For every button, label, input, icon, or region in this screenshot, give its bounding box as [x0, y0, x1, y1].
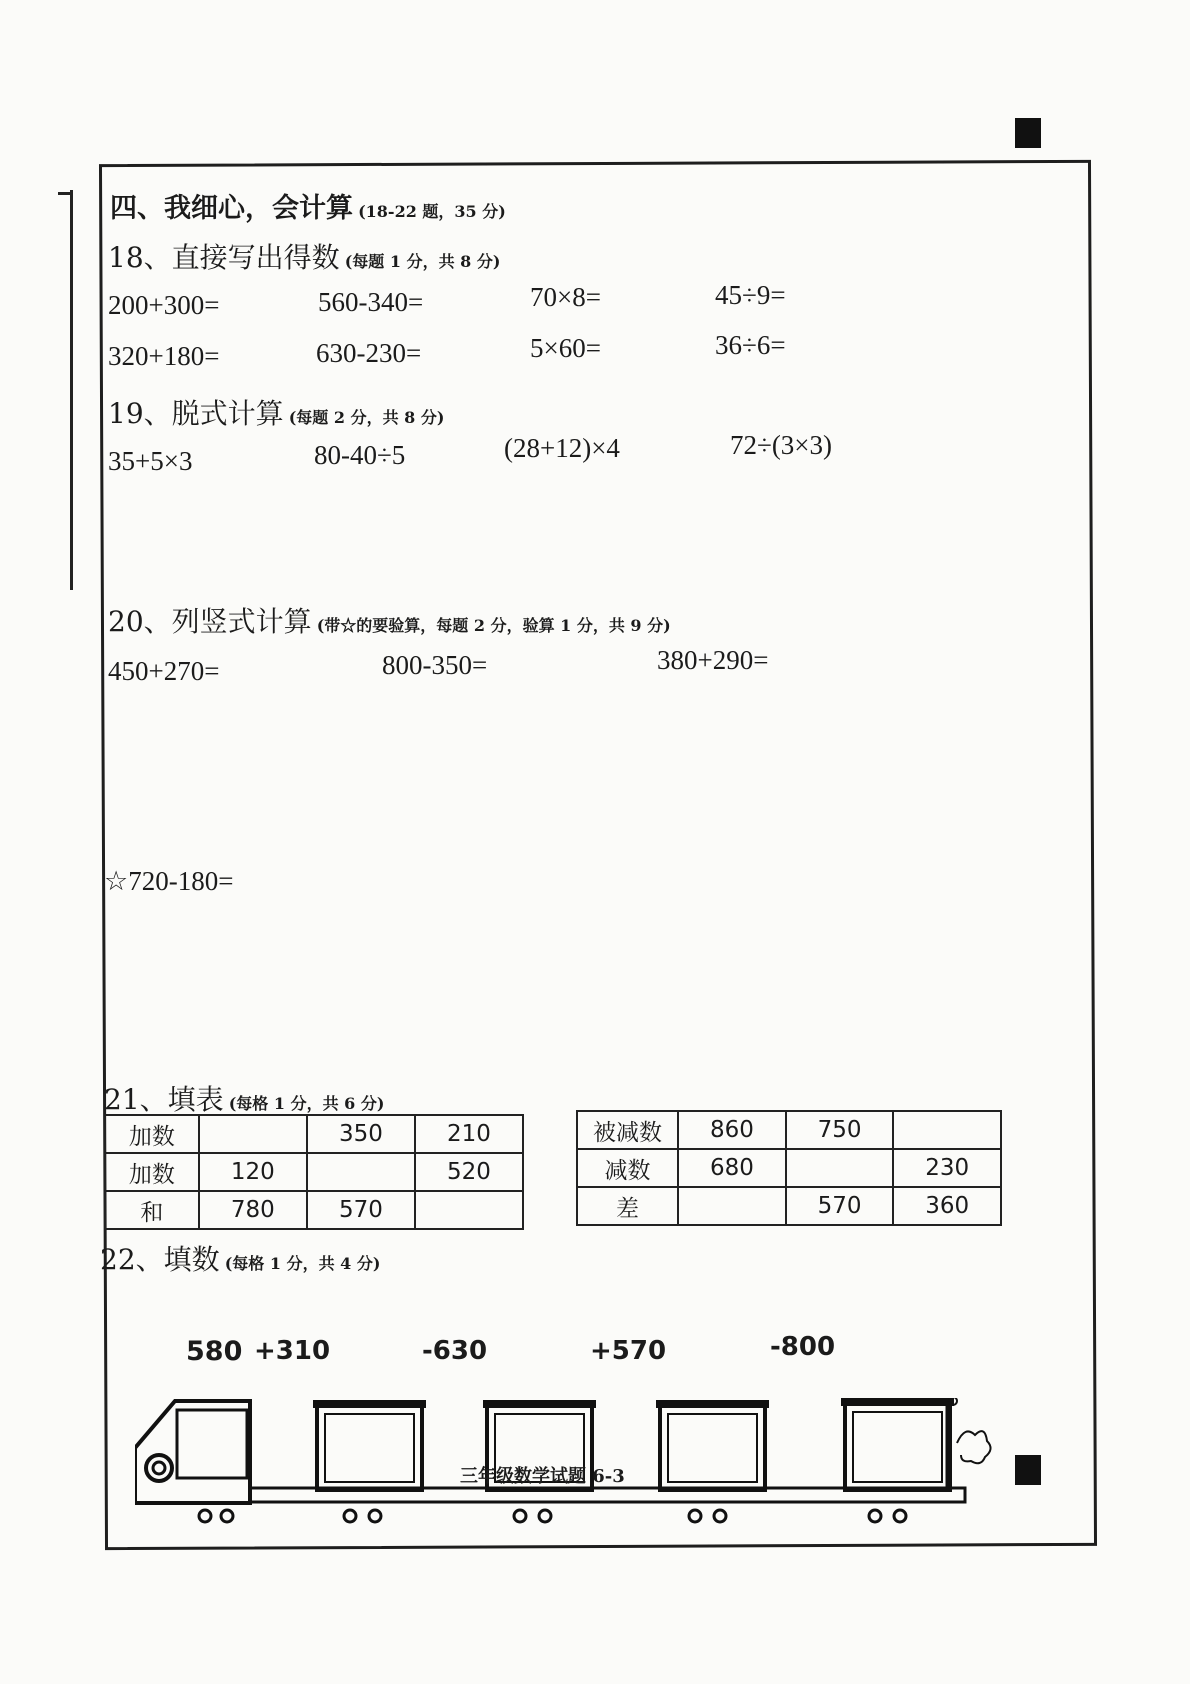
q20-item: ☆720-180= [104, 866, 234, 896]
q20-title: 20、列竖式计算 [108, 605, 312, 638]
subtraction-table [576, 1110, 1002, 1226]
q21-note: (每格 1 分，共 6 分) [228, 1094, 385, 1113]
row-header: 差 [577, 1187, 678, 1225]
table-cell[interactable]: 210 [415, 1115, 523, 1153]
table-row [577, 1149, 1001, 1187]
q18-item: 560-340= [318, 287, 424, 317]
table-cell[interactable]: 750 [786, 1111, 894, 1149]
q18-title: 18、直接写出得数 [108, 241, 340, 274]
table-cell[interactable]: 120 [199, 1153, 307, 1191]
table-cell[interactable]: 230 [893, 1149, 1001, 1187]
table-cell[interactable]: 570 [307, 1191, 415, 1229]
section-header [110, 186, 506, 225]
q18-item: 45÷9= [715, 280, 786, 310]
page-footer: 三年级数学试题 6-3 [460, 1466, 625, 1487]
margin-line [70, 190, 73, 590]
margin-line-cap [58, 192, 72, 195]
q19-item: (28+12)×4 [504, 433, 620, 463]
q18-heading [108, 236, 500, 276]
train-op: +570 [590, 1336, 667, 1366]
q19-item: 80-40÷5 [314, 440, 406, 470]
q19-title: 19、脱式计算 [108, 397, 284, 430]
table-cell[interactable] [786, 1149, 894, 1187]
table-cell[interactable] [307, 1153, 415, 1191]
table-cell[interactable]: 520 [415, 1153, 523, 1191]
table-cell[interactable]: 350 [307, 1115, 415, 1153]
q20-item: 450+270= [108, 656, 220, 686]
q20-item: 800-350= [382, 650, 488, 680]
q18-note: (每题 1 分，共 8 分) [344, 252, 501, 271]
train-start-value: 580 [186, 1336, 243, 1367]
table-row [105, 1191, 523, 1229]
table-row [105, 1153, 523, 1191]
train-op: +310 [254, 1336, 331, 1366]
table-cell[interactable]: 570 [786, 1187, 894, 1225]
table-cell[interactable]: 860 [678, 1111, 786, 1149]
section-note: (18-22 题，35 分) [358, 202, 506, 221]
q22-heading [100, 1238, 380, 1278]
q19-item: 72÷(3×3) [730, 430, 833, 460]
table-cell[interactable]: 360 [893, 1187, 1001, 1225]
row-header: 被减数 [577, 1111, 678, 1149]
q20-item: 380+290= [657, 645, 769, 675]
q18-item: 70×8= [530, 282, 601, 312]
table-cell[interactable]: 680 [678, 1149, 786, 1187]
q22-note: (每格 1 分，共 4 分) [224, 1254, 381, 1273]
q19-heading [108, 392, 444, 432]
q21-heading [104, 1078, 384, 1118]
table-cell[interactable] [678, 1187, 786, 1225]
table-row [577, 1111, 1001, 1149]
addition-table [104, 1114, 524, 1230]
section-title: 四、我细心，会计算 [110, 193, 353, 224]
train-answer-box[interactable] [325, 1414, 414, 1482]
q19-note: (每题 2 分，共 8 分) [288, 408, 445, 427]
table-row [105, 1115, 523, 1153]
q19-item: 35+5×3 [108, 446, 193, 476]
q18-item: 320+180= [108, 341, 220, 371]
q22-title: 22、填数 [100, 1243, 220, 1276]
train-op: -630 [422, 1336, 488, 1366]
train-answer-box[interactable] [853, 1412, 942, 1482]
table-cell[interactable] [199, 1115, 307, 1153]
q18-item: 200+300= [108, 290, 220, 320]
q18-item: 5×60= [530, 333, 601, 363]
train-answer-box[interactable] [668, 1414, 757, 1482]
row-header: 加数 [105, 1115, 199, 1153]
row-header: 加数 [105, 1153, 199, 1191]
table-cell[interactable]: 780 [199, 1191, 307, 1229]
row-header: 和 [105, 1191, 199, 1229]
row-header: 减数 [577, 1149, 678, 1187]
registration-mark-top [1015, 118, 1041, 148]
train-op: -800 [770, 1332, 836, 1362]
q21-title: 21、填表 [104, 1083, 224, 1116]
q18-item: 630-230= [316, 338, 422, 368]
q20-heading [108, 600, 671, 640]
table-cell[interactable] [415, 1191, 523, 1229]
q20-note: (带☆的要验算，每题 2 分，验算 1 分，共 9 分) [316, 616, 671, 635]
q18-item: 36÷6= [715, 330, 786, 360]
table-cell[interactable] [893, 1111, 1001, 1149]
table-row [577, 1187, 1001, 1225]
